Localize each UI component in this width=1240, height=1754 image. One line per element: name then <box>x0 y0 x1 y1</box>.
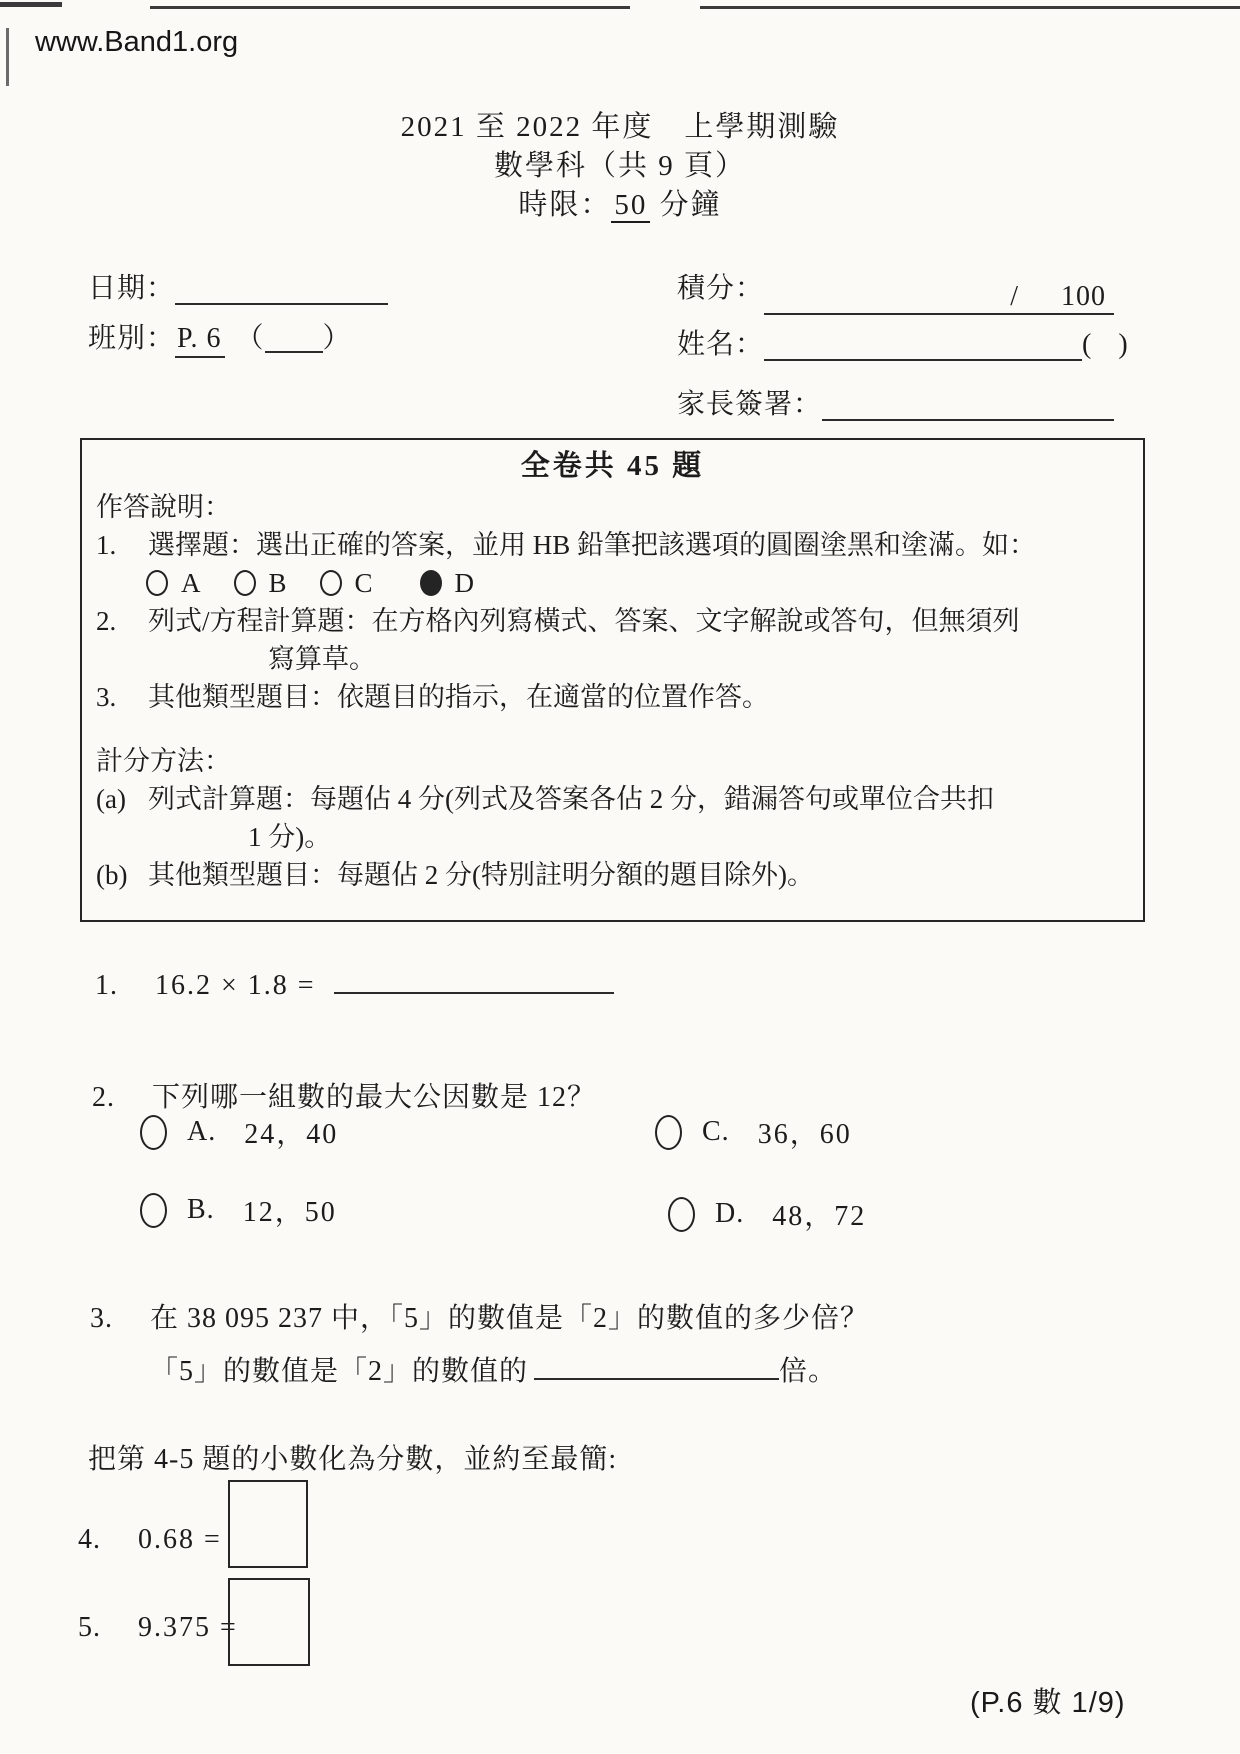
instruction-box <box>80 438 1145 922</box>
question-number: 4. <box>78 1524 101 1555</box>
sample-option-b <box>234 568 287 599</box>
sample-option-label: C <box>354 567 373 598</box>
time-limit-value: 50 <box>611 189 650 223</box>
instruction-item-2-wrap: 寫算草。 <box>268 644 376 674</box>
q2-option-d <box>668 1194 866 1234</box>
question-3-answer-line <box>150 1348 837 1389</box>
q3-answer-suffix: 倍。 <box>779 1356 838 1387</box>
scoring-item-b <box>96 856 1129 894</box>
site-watermark: www.Band1.org <box>35 26 239 58</box>
time-limit-unit: 分鐘 <box>650 189 722 221</box>
name-label: 姓名： <box>677 329 765 360</box>
time-limit-label: 時限： <box>518 189 612 221</box>
q1-answer-blank[interactable] <box>334 962 614 994</box>
score-row <box>677 266 1114 315</box>
score-total: 100 <box>1061 281 1107 312</box>
scoring-item-a-wrap: 1 分)。 <box>248 822 332 852</box>
question-expression: 0.68 = <box>138 1524 222 1555</box>
q4-answer-box[interactable] <box>228 1480 308 1568</box>
paper-title-year: 2021 至 2022 年度 上學期測驗 <box>400 111 840 143</box>
parent-signature-blank[interactable] <box>822 389 1114 421</box>
scoring-item-a <box>96 780 1129 818</box>
instruction-item-2 <box>96 602 1129 640</box>
name-blank[interactable] <box>764 329 1082 361</box>
instruction-item-number: 1. <box>96 530 117 560</box>
option-value: 36，60 <box>757 1119 852 1150</box>
scoring-item-text: 其他類型題目：每題佔 2 分(特別註明分額的題目除外)。 <box>148 860 814 890</box>
question-number: 3. <box>90 1303 113 1334</box>
option-value: 48，72 <box>772 1201 867 1232</box>
sample-option-c <box>320 568 373 599</box>
page-number-footer: (P.6 數 1/9) <box>970 1687 1126 1719</box>
sample-bubble-icon <box>320 570 342 596</box>
date-label: 日期： <box>88 273 176 304</box>
sample-option-label: D <box>454 567 475 598</box>
score-label: 積分： <box>677 273 765 304</box>
paper-time-limit <box>0 186 1240 225</box>
option-letter: A. <box>187 1116 217 1147</box>
class-paren-close: ） <box>322 323 352 354</box>
class-row <box>88 316 352 356</box>
scoring-heading: 計分方法： <box>96 746 231 776</box>
question-4 <box>78 1524 222 1556</box>
sample-option-label: A <box>181 567 201 598</box>
question-text: 下列哪一組數的最大公因數是 12？ <box>152 1082 597 1113</box>
option-value: 12，50 <box>242 1197 337 1228</box>
answering-heading: 作答說明： <box>96 492 231 522</box>
instruction-item-number: 2. <box>96 606 117 636</box>
scoring-item-text: 列式計算題：每題佔 4 分(列式及答案各佔 2 分，錯漏答句或單位合共扣 <box>148 784 994 814</box>
class-paren-open: （ <box>235 323 265 354</box>
option-letter: D. <box>715 1198 745 1229</box>
question-text: 在 38 095 237 中，「5」的數值是「2」的數值的多少倍？ <box>150 1303 870 1334</box>
parent-signature-label: 家長簽署： <box>677 389 823 420</box>
question-number: 5. <box>78 1612 101 1643</box>
question-2 <box>92 1075 596 1115</box>
answer-bubble[interactable] <box>668 1197 695 1232</box>
parent-signature-row <box>677 382 1114 422</box>
question-3 <box>90 1296 869 1336</box>
sample-option-a <box>146 568 201 599</box>
q3-answer-prefix: 「5」的數值是「2」的數值的 <box>150 1356 529 1387</box>
section-4-5-intro: 把第 4-5 題的小數化為分數，並約至最簡: <box>88 1444 618 1475</box>
sample-option-d <box>420 568 475 599</box>
answer-bubble[interactable] <box>655 1115 682 1150</box>
sample-bubble-filled-icon <box>420 570 442 596</box>
instruction-item-1 <box>96 526 1129 564</box>
paper-title-block <box>0 108 1240 225</box>
scan-artifact-line <box>6 28 9 86</box>
total-questions-title: 全卷共 45 題 <box>520 450 705 482</box>
sample-bubble-icon <box>234 570 256 596</box>
score-slash: / <box>1010 281 1020 312</box>
scan-artifact-line <box>0 2 62 7</box>
question-5 <box>78 1612 238 1644</box>
option-letter: B. <box>187 1194 215 1225</box>
q3-answer-blank[interactable] <box>534 1348 779 1380</box>
question-expression: 16.2 × 1.8 = <box>155 970 316 1001</box>
name-row <box>677 322 1129 362</box>
class-number-blank[interactable] <box>265 325 323 353</box>
option-value: 24，40 <box>244 1119 339 1150</box>
question-expression: 9.375 = <box>138 1612 238 1643</box>
option-letter: C. <box>702 1116 730 1147</box>
scan-artifact-line <box>700 6 1240 9</box>
instruction-item-text: 其他類型題目：依題目的指示，在適當的位置作答。 <box>148 682 769 712</box>
date-row <box>88 266 388 306</box>
scoring-item-number: (b) <box>96 860 128 890</box>
sample-bubble-icon <box>146 570 168 596</box>
name-paren-close: ) <box>1118 329 1129 360</box>
name-paren-open: ( <box>1082 329 1093 360</box>
paper-title-subject: 數學科（共 9 頁） <box>493 150 746 182</box>
class-value: P. 6 <box>175 323 225 358</box>
scan-artifact-line <box>150 6 630 9</box>
answer-bubble[interactable] <box>140 1115 167 1150</box>
q2-option-a <box>140 1112 338 1152</box>
q2-option-c <box>655 1112 852 1152</box>
score-blank[interactable] <box>764 281 1114 315</box>
instruction-item-text: 選擇題：選出正確的答案，並用 HB 鉛筆把該選項的圓圈塗黑和塗滿。如： <box>148 530 1037 560</box>
date-blank[interactable] <box>175 273 388 305</box>
class-label: 班別： <box>88 323 176 354</box>
q2-option-b <box>140 1190 337 1230</box>
sample-options-row <box>146 564 1129 602</box>
question-1 <box>95 962 614 1002</box>
instruction-item-text: 列式/方程計算題：在方格內列寫橫式、答案、文字解說或答句，但無須列 <box>148 606 1020 636</box>
question-number: 2. <box>92 1082 115 1113</box>
scoring-item-number: (a) <box>96 784 126 814</box>
answer-bubble[interactable] <box>140 1193 167 1228</box>
instruction-item-number: 3. <box>96 682 117 712</box>
q5-answer-box[interactable] <box>228 1578 310 1666</box>
sample-option-label: B <box>268 567 287 598</box>
instruction-item-3 <box>96 678 1129 716</box>
question-number: 1. <box>95 970 118 1001</box>
